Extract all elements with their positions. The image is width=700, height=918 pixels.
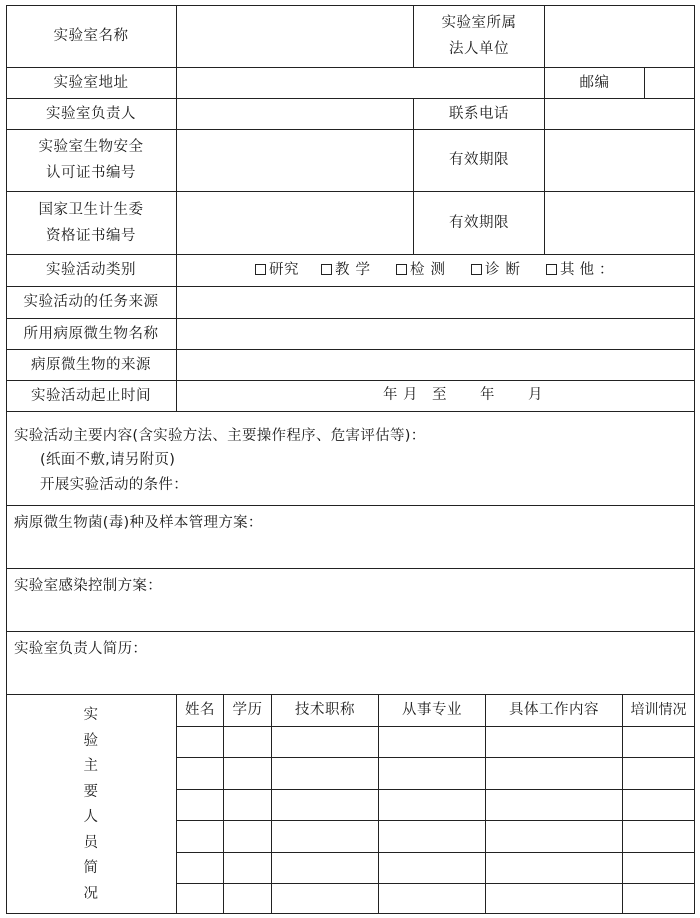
pathogen-source-field[interactable] xyxy=(177,350,694,380)
checkbox-diagnosis[interactable] xyxy=(471,264,482,275)
staff-title-char: 人 xyxy=(83,809,99,825)
staff-title-char: 验 xyxy=(83,732,99,749)
checkbox-testing[interactable] xyxy=(396,264,407,275)
option-diagnosis: 诊断 xyxy=(485,262,526,278)
period-year-2: 年 xyxy=(480,387,495,403)
lab-head-field[interactable] xyxy=(177,99,413,129)
staff-title-char: 简 xyxy=(83,860,99,876)
staff-title-char: 要 xyxy=(83,783,99,800)
strain-management-heading: 病原微生物菌(毒)种及样本管理方案： xyxy=(14,515,263,531)
pathogen-source-label: 病原微生物的来源 xyxy=(31,356,151,373)
biosafety-cert-label xyxy=(6,129,176,191)
option-other: 其他： xyxy=(560,262,619,278)
activity-type-label: 实验活动类别 xyxy=(46,262,136,278)
pathogen-name-field[interactable] xyxy=(177,319,694,349)
period-month-2: 月 xyxy=(528,387,543,403)
period-year-1: 年 xyxy=(383,387,398,403)
staff-col-line xyxy=(378,694,379,914)
lab-affiliation-line2: 法人单位 xyxy=(449,41,509,57)
infection-control-heading: 实验室感染控制方案： xyxy=(14,578,162,594)
staff-title-char: 员 xyxy=(83,834,99,851)
period-to: 至 xyxy=(432,387,447,403)
activity-type-options xyxy=(177,254,694,286)
nhfpc-cert-field[interactable] xyxy=(177,192,413,254)
phone-label: 联系电话 xyxy=(449,105,509,122)
conditions-heading: 开展实验活动的条件： xyxy=(40,477,188,493)
staff-col-line xyxy=(176,694,177,914)
phone-field[interactable] xyxy=(545,99,694,129)
border-bottom xyxy=(6,913,695,914)
nhfpc-cert-line2: 资格证书编号 xyxy=(46,227,136,244)
lab-address-label: 实验室地址 xyxy=(53,74,129,91)
pathogen-name-label: 所用病原微生物名称 xyxy=(23,325,159,342)
staff-row-line xyxy=(176,789,695,790)
staff-row-line xyxy=(176,852,695,853)
lab-name-label: 实验室名称 xyxy=(53,28,129,44)
staff-row-line xyxy=(176,757,695,758)
head-resume-heading: 实验室负责人简历： xyxy=(14,641,148,657)
postcode-label: 邮编 xyxy=(579,74,610,91)
validity-label-2: 有效期限 xyxy=(449,214,509,231)
task-source-label: 实验活动的任务来源 xyxy=(23,294,159,310)
staff-header-work: 具体工作内容 xyxy=(509,702,599,718)
staff-title-char: 况 xyxy=(83,885,99,902)
staff-header-title: 技术职称 xyxy=(295,702,355,718)
nhfpc-cert-label xyxy=(6,191,176,254)
staff-col-line xyxy=(485,694,486,914)
validity-field-1[interactable] xyxy=(545,130,694,191)
row-line xyxy=(6,411,695,412)
staff-col-line xyxy=(223,694,224,914)
checkbox-teaching[interactable] xyxy=(321,264,332,275)
lab-affiliation-line1: 实验室所属 xyxy=(441,15,517,31)
staff-header-education: 学历 xyxy=(232,702,263,718)
nhfpc-cert-line1: 国家卫生计生委 xyxy=(38,201,144,218)
activity-period-label: 实验活动起止时间 xyxy=(31,387,151,404)
staff-row-line xyxy=(176,726,695,727)
staff-col-line xyxy=(271,694,272,914)
staff-col-line xyxy=(622,694,623,914)
validity-label-1: 有效期限 xyxy=(449,152,509,168)
row-line xyxy=(6,505,695,506)
lab-affiliation-field[interactable] xyxy=(545,6,694,67)
biosafety-cert-field[interactable] xyxy=(177,130,413,191)
biosafety-cert-line2: 认可证书编号 xyxy=(46,165,136,181)
lab-address-field[interactable] xyxy=(177,68,544,98)
option-research: 研究 xyxy=(269,262,299,278)
lab-head-label: 实验室负责人 xyxy=(46,105,136,122)
border-right xyxy=(694,5,695,914)
staff-header-specialty: 从事专业 xyxy=(402,702,462,718)
period-month-1: 月 xyxy=(403,387,418,403)
staff-header-training: 培训情况 xyxy=(630,702,687,718)
staff-section-title xyxy=(6,702,176,908)
staff-row-line xyxy=(176,820,695,821)
staff-title-char: 主 xyxy=(83,758,99,774)
row-line xyxy=(6,568,695,569)
staff-header-name: 姓名 xyxy=(185,702,215,718)
biosafety-cert-line1: 实验室生物安全 xyxy=(38,139,144,155)
content-heading: 实验活动主要内容(含实验方法、主要操作程序、危害评估等)： xyxy=(14,428,426,444)
checkbox-other[interactable] xyxy=(546,264,557,275)
checkbox-research[interactable] xyxy=(255,264,266,275)
option-testing: 检测 xyxy=(410,262,451,278)
staff-row-line xyxy=(176,883,695,884)
option-teaching: 教学 xyxy=(335,262,376,278)
postcode-field[interactable] xyxy=(645,68,694,98)
lab-name-field[interactable] xyxy=(177,6,413,67)
staff-title-char: 实 xyxy=(83,707,99,723)
task-source-field[interactable] xyxy=(177,287,694,318)
lab-affiliation-label xyxy=(414,5,544,67)
content-note: (纸面不敷,请另附页) xyxy=(40,452,176,468)
row-line xyxy=(6,631,695,632)
validity-field-2[interactable] xyxy=(545,192,694,254)
